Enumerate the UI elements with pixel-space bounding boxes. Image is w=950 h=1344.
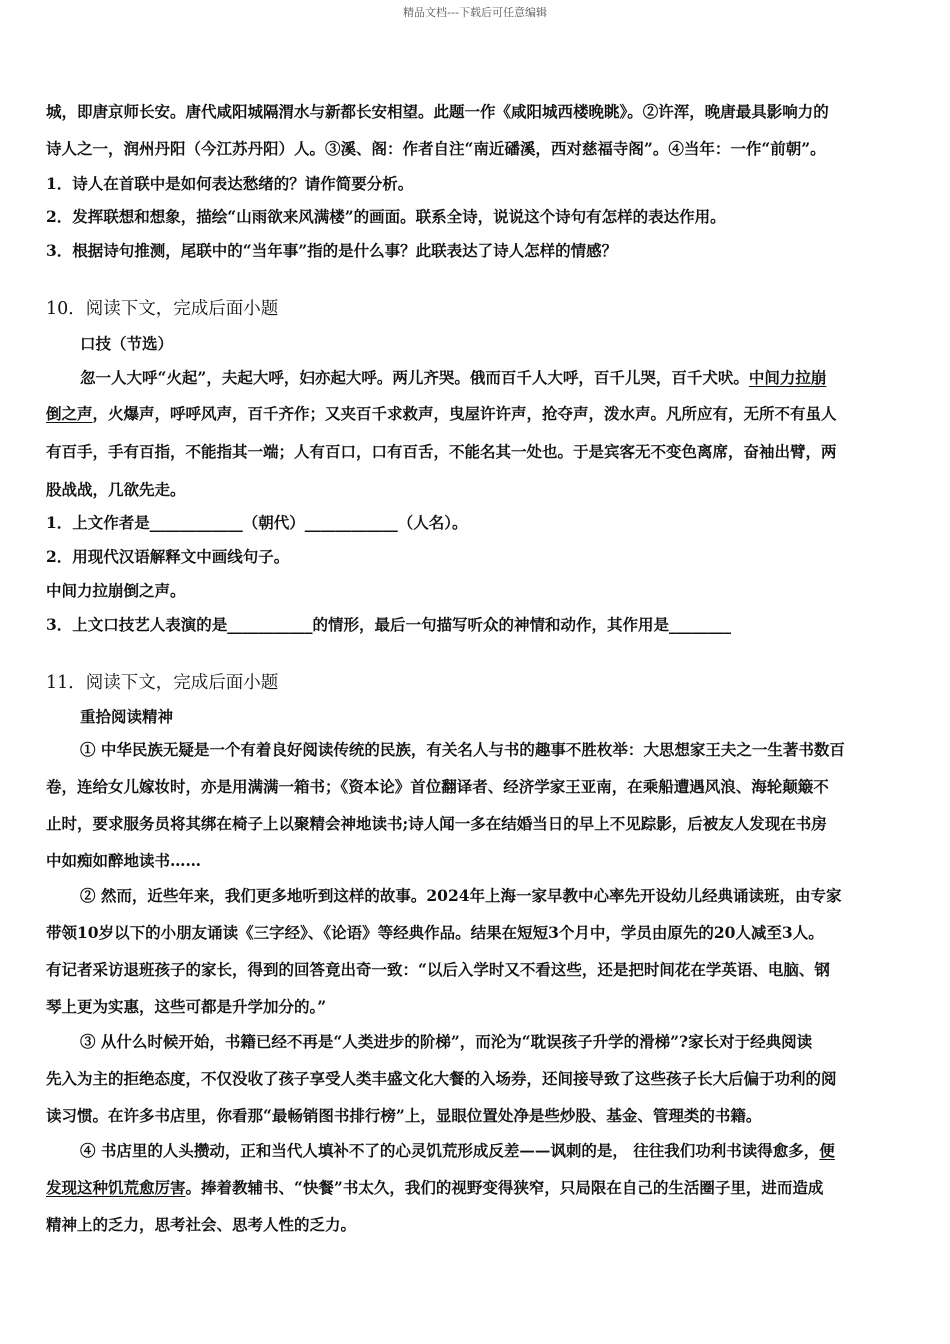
- underlined-phrase-part-2: 发现这种饥荒愈厉害: [46, 1178, 186, 1197]
- notes-line-1: 城，即唐京师长安。唐代咸阳城隔渭水与新都长安相望。此题一作《咸阳城西楼晚眺》。②许浑，晚唐最具影响力的: [46, 102, 829, 121]
- kouji-line-2: 倒之声，火爆声，呼呼风声，百千齐作；又夹百千求救声，曳屋许许声，抢夺声，泼水声。凡所应有，无所不有虽人: [46, 404, 837, 423]
- question-10-2: 2．用现代汉语解释文中画线句子。: [46, 547, 290, 566]
- question-10-heading: 10．阅读下文，完成后面小题: [46, 299, 279, 319]
- question-10-3: 3．上文口技艺人表演的是___________的情形，最后一句描写听众的神情和动作，其作用是________: [46, 615, 732, 634]
- underlined-sentence-part-1: 中间力拉崩: [748, 368, 827, 387]
- para3-line-1: ③ 从什么时候开始，书籍已经不再是“人类进步的阶梯”，而沦为“耽误孩子升学的滑梯”?家长对于经典阅读: [80, 1032, 813, 1051]
- para3-line-3: 读习惯。在许多书店里，你看那“最畅销图书排行榜”上，显眼位置处净是些炒股、基金、管理类的书籍。: [46, 1106, 762, 1125]
- para4-line-3: 精神上的乏力，思考社会、思考人性的乏力。: [46, 1215, 357, 1234]
- notes-line-2: 诗人之一，润州丹阳（今江苏丹阳）人。③溪、阁：作者自注“南近磻溪，西对慈福寺阁”。④当年：一作“前朝”。: [46, 139, 826, 158]
- kouji-line-1: 忽一人大呼“火起”，夫起大呼，妇亦起大呼。两儿齐哭。俄而百千人大呼，百千儿哭，百千犬吠。中间力拉崩: [80, 368, 827, 387]
- question-9-1: 1．诗人在首联中是如何表达愁绪的？请作简要分析。: [46, 174, 414, 193]
- passage-title-reading: 重拾阅读精神: [80, 707, 174, 726]
- page-header: 精品文档---下载后可任意编辑: [403, 6, 547, 19]
- underlined-phrase-part-1: 便: [819, 1141, 835, 1160]
- para1-line-4: 中如痴如醉地读书……: [46, 851, 202, 870]
- question-11-heading: 11．阅读下文，完成后面小题: [46, 673, 279, 693]
- passage-title-kouji: 口技（节选）: [80, 334, 174, 353]
- question-10-1: 1．上文作者是____________（朝代）____________（人名）。: [46, 513, 468, 532]
- para3-line-2: 先入为主的拒绝态度，不仅没收了孩子享受人类丰盛文化大餐的入场券，还间接导致了这些孩子长大后偏于功利的阅: [46, 1069, 837, 1088]
- kouji-line-4: 股战战，几欲先走。: [46, 480, 186, 499]
- kouji-line-3: 有百手，手有百指，不能指其一端；人有百口，口有百舌，不能名其一处也。于是宾客无不变色离席，奋袖出臂，两: [46, 442, 837, 461]
- question-9-3: 3．根据诗句推测，尾联中的“当年事”指的是什么事？此联表达了诗人怎样的情感？: [46, 241, 618, 260]
- para2-line-1: ② 然而，近些年来，我们更多地听到这样的故事。2024年上海一家早教中心率先开设幼儿经典诵读班，由专家: [80, 886, 842, 905]
- para1-line-2: 卷，连给女儿嫁妆时，亦是用满满一箱书；《资本论》首位翻译者、经济学家王亚南，在乘船遭遇风浪、海轮颠簸不: [46, 777, 829, 796]
- para2-line-2: 带领10岁以下的小朋友诵读《三字经》、《论语》等经典作品。结果在短短3个月中，学员由原先的20人减至3人。: [46, 923, 824, 942]
- question-9-2: 2．发挥联想和想象，描绘“山雨欲来风满楼”的画面。联系全诗，说说这个诗句有怎样的表达作用。: [46, 207, 726, 226]
- para1-line-3: 止时，要求服务员将其绑在椅子上以聚精会神地读书;诗人闻一多在结婚当日的早上不见踪影，后被友人发现在书房: [46, 814, 827, 833]
- underlined-sentence-part-2: 倒之声: [46, 404, 93, 423]
- para2-line-3: 有记者采访退班孩子的家长，得到的回答竟出奇一致：“以后入学时又不看这些，还是把时间花在学英语、电脑、钢: [46, 960, 830, 979]
- para4-line-2: 发现这种饥荒愈厉害。捧着教辅书、“快餐”书太久，我们的视野变得狭窄，只局限在自己的生活圈子里，进而造成: [46, 1178, 824, 1197]
- question-10-2-sentence: 中间力拉崩倒之声。: [46, 581, 186, 600]
- para1-line-1: ① 中华民族无疑是一个有着良好阅读传统的民族，有关名人与书的趣事不胜枚举：大思想家王夫之一生著书数百: [80, 740, 845, 759]
- para4-line-1: ④ 书店里的人头攒动，正和当代人填补不了的心灵饥荒形成反差——讽刺的是， 往往我们功利书读得愈多，便: [80, 1141, 835, 1160]
- para2-line-4: 琴上更为实惠，这些可都是升学加分的。”: [46, 997, 327, 1016]
